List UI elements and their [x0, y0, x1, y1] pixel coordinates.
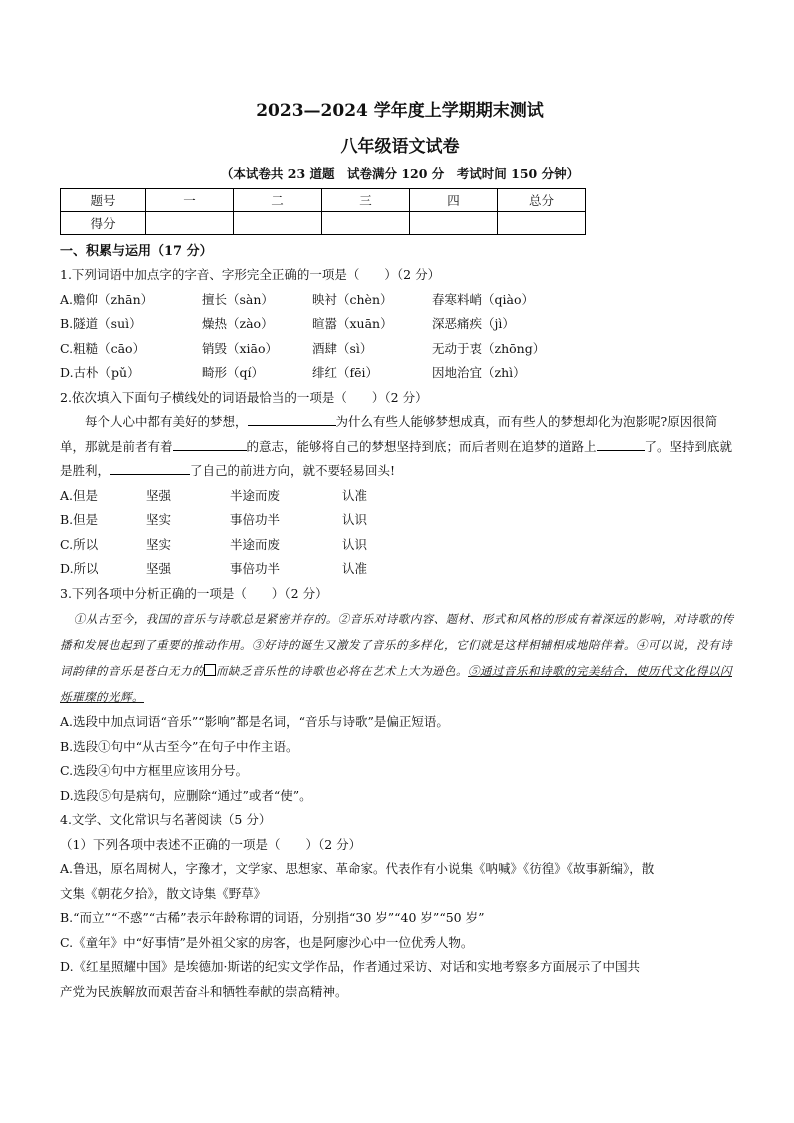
- option-cell: C.粗糙（cāo）: [60, 340, 146, 356]
- table-cell: 总分: [498, 189, 586, 212]
- option-cell: 燥热（zào）: [202, 316, 274, 331]
- option-cell: 坚实: [146, 512, 172, 527]
- score-table-header-row: [61, 189, 586, 212]
- option-cell: 销毁（xiāo）: [202, 340, 279, 356]
- option-cell: B.但是: [60, 512, 99, 527]
- option-cell: 认准: [342, 487, 368, 503]
- option-cell: 绯红（fēi）: [312, 365, 379, 380]
- question-3-option-d: D.选段⑤句是病句，应删除“通过”或者“使”。: [60, 787, 312, 803]
- question-1-stem: 1.下列词语中加点字的字音、字形完全正确的一项是（ ）（2 分）: [60, 267, 441, 282]
- passage-text: 每个人心中都有美好的梦想，: [85, 414, 248, 429]
- passage-text: 了自己的前进方向，就不要轻易回头!: [190, 463, 396, 478]
- option-cell: 半途而废: [230, 487, 281, 503]
- option-cell: B.隧道（suì）: [60, 316, 142, 331]
- option-cell: A.但是: [60, 487, 99, 503]
- score-cell: [234, 212, 322, 235]
- section-heading: 一、积累与运用（17 分）: [60, 244, 213, 259]
- score-cell: [498, 212, 586, 235]
- question-3-option-c: C.选段④句中方框里应该用分号。: [60, 763, 249, 778]
- question-1-option-b: [60, 312, 740, 337]
- question-1-option-d: [60, 361, 740, 386]
- table-cell: 一: [146, 189, 234, 212]
- score-cell: [322, 212, 410, 235]
- option-cell: 事倍功半: [230, 512, 281, 527]
- question-3-option-b: B.选段①句中“从古至今”在句子中作主语。: [60, 738, 299, 754]
- score-cell: [146, 212, 234, 235]
- underlined-sentence: ⑤通过音乐和诗歌的完美结合，使历代文化得以闪烁璀璨的光辉。: [60, 664, 732, 704]
- passage-text: 为什么有些人能够梦想成真，而有些人的梦想却化为泡影呢?: [335, 414, 668, 429]
- table-cell: 题号: [61, 189, 146, 212]
- question-2-option-b: [60, 508, 740, 533]
- question-1-option-a: [60, 288, 740, 313]
- question-4-option-a-line2: 文集《朝花夕拾》，散文诗集《野草》: [60, 885, 267, 901]
- fill-blank-2: [173, 436, 247, 451]
- exam-title: 2023—2024 学年度上学期期末测试: [256, 101, 544, 121]
- option-cell: 因地治宜（zhì）: [432, 365, 526, 380]
- fill-blank-1: [248, 411, 336, 426]
- question-3-stem: 3.下列各项中分析正确的一项是（ ）（2 分）: [60, 585, 328, 601]
- option-cell: 认准: [342, 561, 368, 576]
- table-cell: 三: [322, 189, 410, 212]
- option-cell: 春寒料峭（qiào）: [432, 291, 534, 307]
- question-2-stem: 2.依次填入下面句子横线处的词语最恰当的一项是（ ）（2 分）: [60, 389, 428, 405]
- table-cell: 二: [234, 189, 322, 212]
- passage-text: 原因很简单，那就是前者有着: [60, 414, 718, 454]
- passage-text: 而缺乏音乐性的诗歌也必将在艺术上大为逊色。: [216, 664, 468, 678]
- question-2-option-d: [60, 557, 740, 582]
- question-3-passage: [60, 606, 740, 710]
- exam-page: [60, 96, 740, 1004]
- option-cell: 认识: [342, 536, 368, 552]
- question-4-option-c: C.《童年》中“好事情”是外祖父家的房客，也是阿廖沙心中一位优秀人物。: [60, 934, 474, 950]
- option-cell: 认识: [342, 512, 368, 527]
- option-cell: 无动于衷（zhōng）: [432, 340, 546, 356]
- option-cell: D.所以: [60, 561, 99, 576]
- passage-text: 了。坚持到底就是胜利，: [60, 438, 733, 478]
- option-cell: 事倍功半: [230, 561, 281, 576]
- option-cell: 擅长（sàn）: [202, 291, 274, 307]
- score-cell: [410, 212, 498, 235]
- option-cell: C.所以: [60, 536, 99, 552]
- question-4-option-a-line1: A.鲁迅，原名周树人，字豫才，文学家、思想家、革命家。代表作有小说集《呐喊》《彷徨》《故事新编》，散: [60, 861, 655, 876]
- option-cell: 半途而废: [230, 536, 281, 552]
- blank-box: [204, 664, 216, 676]
- question-4-option-b: B.“而立”“不惑”“古稀”表示年龄称谓的词语，分别指“30 岁”“40 岁”“50 岁”: [60, 910, 485, 925]
- table-cell: 得分: [61, 212, 146, 235]
- question-4-option-d-line2: 产党为民族解放而艰苦奋斗和牺牲奉献的崇高精神。: [60, 983, 348, 999]
- option-cell: 酒肆（sì）: [312, 340, 373, 356]
- passage-text: 的意志，能够将自己的梦想坚持到底；而后者则在追梦的道路上: [246, 438, 597, 454]
- question-4-stem: 4.文学、文化常识与名著阅读（5 分）: [60, 812, 272, 827]
- exam-subtitle: 八年级语文试卷: [340, 137, 460, 157]
- question-2-passage: [60, 410, 740, 484]
- question-4-option-d-line1: D.《红星照耀中国》是埃德加·斯诺的纪实文学作品，作者通过采访、对话和实地考察多方面展示了中国共: [60, 959, 641, 974]
- question-1-option-c: [60, 337, 740, 362]
- option-cell: 畸形（qí）: [202, 365, 264, 380]
- question-2-option-c: [60, 533, 740, 558]
- table-cell: 四: [410, 189, 498, 212]
- score-table: [60, 188, 586, 235]
- option-cell: 映衬（chèn）: [312, 291, 393, 307]
- score-table-score-row: [61, 212, 586, 235]
- option-cell: 暄嚣（xuān）: [312, 316, 393, 331]
- option-cell: 坚实: [146, 536, 172, 552]
- fill-blank-4: [110, 460, 190, 475]
- option-cell: 坚强: [146, 487, 172, 503]
- option-cell: 深恶痛疾（jì）: [432, 316, 515, 331]
- question-4-sub-stem: （1）下列各项中表述不正确的一项是（ ）（2 分）: [60, 836, 362, 852]
- passage-text: ①从古至今，我国的音乐与诗歌总是紧密并存的。②音乐对诗歌内容、题材、形式和风格的形成有着深远的影响，对诗歌的传播和发展也起到了重要的推动作用。③好诗的诞生又激发了音乐的多样化，它们就是这样相辅相成地陪伴着。④可以说，没有诗词韵律的音乐是苍白无力的: [60, 612, 734, 678]
- option-cell: A.赡仰（zhān）: [60, 291, 154, 307]
- fill-blank-3: [597, 436, 645, 451]
- question-3-option-a: A.选段中加点词语“音乐”“影响”都是名词，“音乐与诗歌”是偏正短语。: [60, 714, 449, 729]
- option-cell: 坚强: [146, 561, 172, 576]
- question-2-option-a: [60, 484, 740, 509]
- option-cell: D.古朴（pǔ）: [60, 365, 140, 380]
- exam-note: （本试卷共 23 道题 试卷满分 120 分 考试时间 150 分钟）: [220, 166, 580, 181]
